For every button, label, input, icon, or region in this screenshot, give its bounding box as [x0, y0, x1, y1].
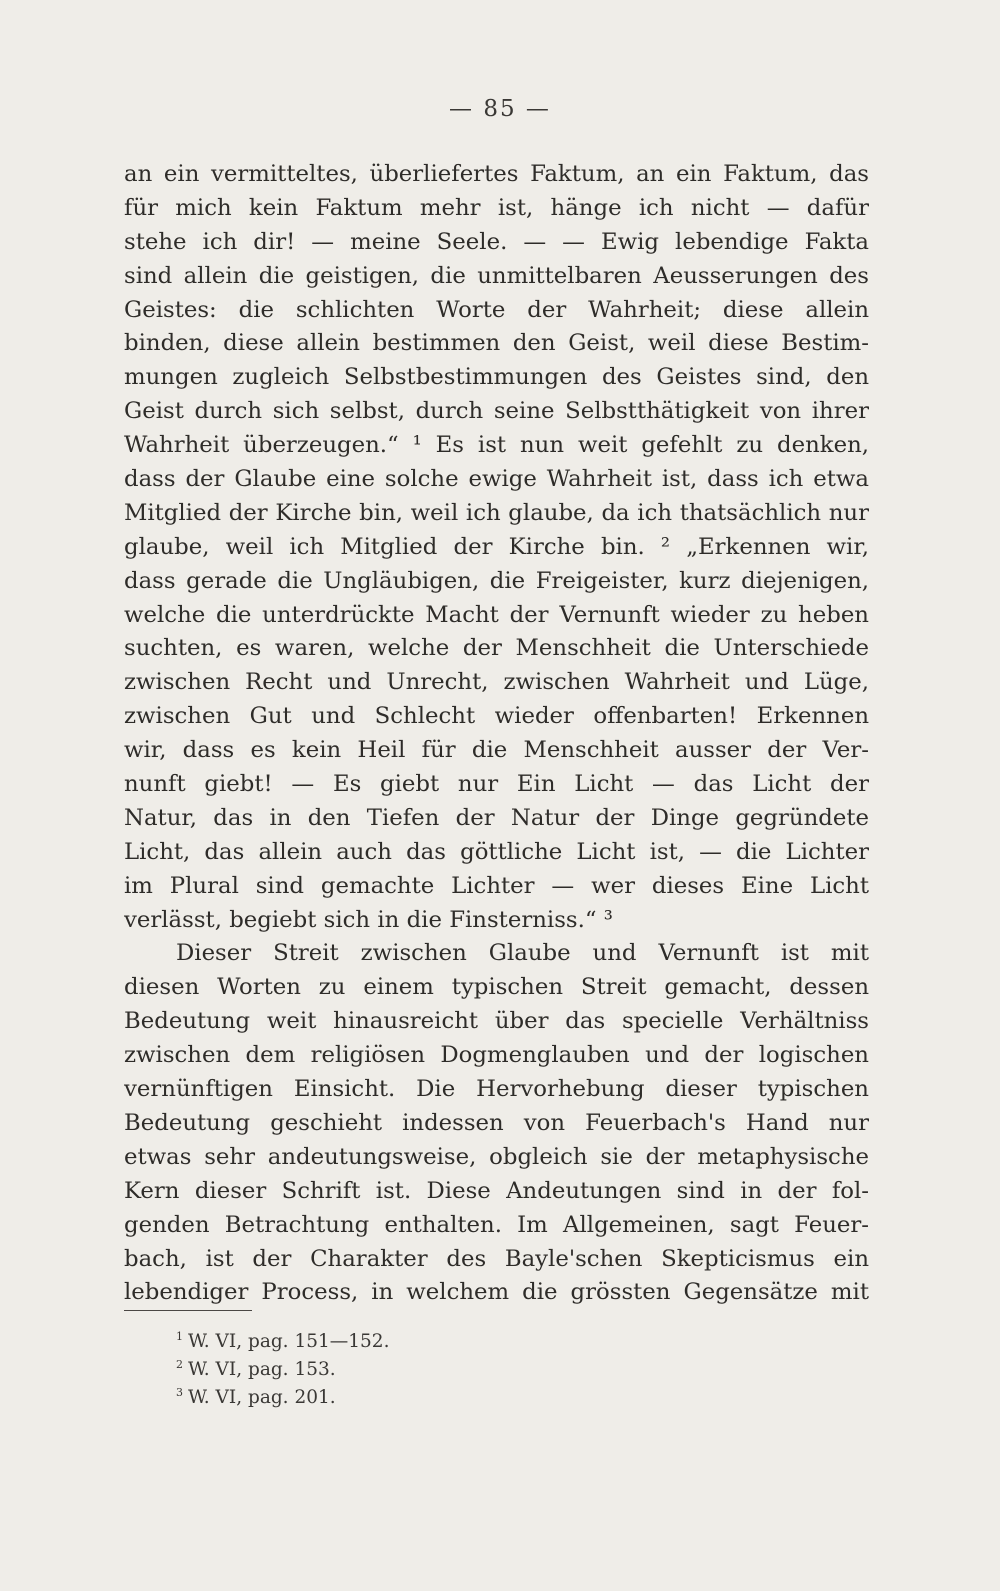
footnote-text: W. VI, pag. 201.	[188, 1387, 336, 1408]
text-line: für mich kein Faktum mehr ist, hänge ich nicht — dafür	[124, 194, 869, 221]
body-text	[124, 158, 869, 1310]
page-number: — 85 —	[449, 96, 551, 122]
text-line: stehe ich dir! — meine Seele. — — Ewig lebendige Fakta	[124, 228, 869, 255]
text-line: Licht, das allein auch das göttliche Licht ist, — die Lichter	[124, 838, 869, 865]
footnote	[176, 1379, 576, 1407]
footnote-mark: 2	[176, 1358, 183, 1371]
text-line: zwischen dem religiösen Dogmenglauben und der logischen	[124, 1042, 869, 1069]
text-line: zwischen Recht und Unrecht, zwischen Wahrheit und Lüge,	[124, 669, 869, 696]
text-line: Wahrheit überzeugen.“ ¹ Es ist nun weit gefehlt zu denken,	[124, 432, 869, 459]
footnote-mark: 1	[176, 1330, 183, 1343]
text-line: Geistes: die schlichten Worte der Wahrheit; diese allein	[124, 296, 869, 323]
footnote	[176, 1351, 576, 1379]
text-line: mungen zugleich Selbstbestimmungen des Geistes sind, den	[124, 364, 869, 391]
text-line: vernünftigen Einsicht. Die Hervorhebung dieser typischen	[124, 1076, 869, 1103]
footnote-mark: 3	[176, 1386, 183, 1399]
text-line: diesen Worten zu einem typischen Streit gemacht, dessen	[124, 974, 869, 1001]
footnote-text: W. VI, pag. 153.	[188, 1359, 336, 1380]
text-line: verlässt, begiebt sich in die Finsterniss.“ ³	[124, 906, 613, 933]
text-line: nunft giebt! — Es giebt nur Ein Licht — das Licht der	[124, 771, 869, 798]
footnote	[176, 1323, 576, 1351]
text-line: genden Betrachtung enthalten. Im Allgemeinen, sagt Feuer-	[124, 1211, 869, 1238]
text-line: Natur, das in den Tiefen der Natur der Dinge gegründete	[124, 804, 869, 831]
text-line: Mitglied der Kirche bin, weil ich glaube, da ich thatsächlich nur	[124, 499, 869, 526]
text-line: suchten, es waren, welche der Menschheit die Unterschiede	[124, 635, 869, 662]
text-line: Geist durch sich selbst, durch seine Selbstthätigkeit von ihrer	[124, 398, 869, 425]
text-line: lebendiger Process, in welchem die grössten Gegensätze mit	[124, 1279, 869, 1306]
text-line: bach, ist der Charakter des Bayle'schen Skepticismus ein	[124, 1245, 869, 1272]
footnote-divider	[124, 1310, 252, 1311]
text-line: etwas sehr andeutungsweise, obgleich sie der metaphysische	[124, 1143, 869, 1170]
text-line: binden, diese allein bestimmen den Geist, weil diese Bestim-	[124, 330, 869, 357]
text-line: dass gerade die Ungläubigen, die Freigeister, kurz diejenigen,	[124, 567, 869, 594]
text-line: Kern dieser Schrift ist. Diese Andeutungen sind in der fol-	[124, 1177, 869, 1204]
text-line: glaube, weil ich Mitglied der Kirche bin. ² „Erkennen wir,	[124, 533, 869, 560]
text-line: wir, dass es kein Heil für die Menschheit ausser der Ver-	[124, 737, 869, 764]
footnotes	[176, 1323, 576, 1407]
text-line: sind allein die geistigen, die unmittelbaren Aeusserungen des	[124, 262, 869, 289]
footnote-text: W. VI, pag. 151—152.	[188, 1331, 390, 1352]
text-line: Bedeutung weit hinausreicht über das specielle Verhältniss	[124, 1008, 869, 1035]
text-line: Dieser Streit zwischen Glaube und Vernunft ist mit	[176, 940, 869, 967]
text-line: dass der Glaube eine solche ewige Wahrheit ist, dass ich etwa	[124, 466, 869, 493]
text-line: zwischen Gut und Schlecht wieder offenbarten! Erkennen	[124, 703, 869, 730]
text-line: welche die unterdrückte Macht der Vernunft wieder zu heben	[124, 601, 869, 628]
text-line: im Plural sind gemachte Lichter — wer dieses Eine Licht	[124, 872, 869, 899]
text-line: Bedeutung geschieht indessen von Feuerbach's Hand nur	[124, 1109, 869, 1136]
text-line: an ein vermitteltes, überliefertes Faktum, an ein Faktum, das	[124, 161, 869, 187]
